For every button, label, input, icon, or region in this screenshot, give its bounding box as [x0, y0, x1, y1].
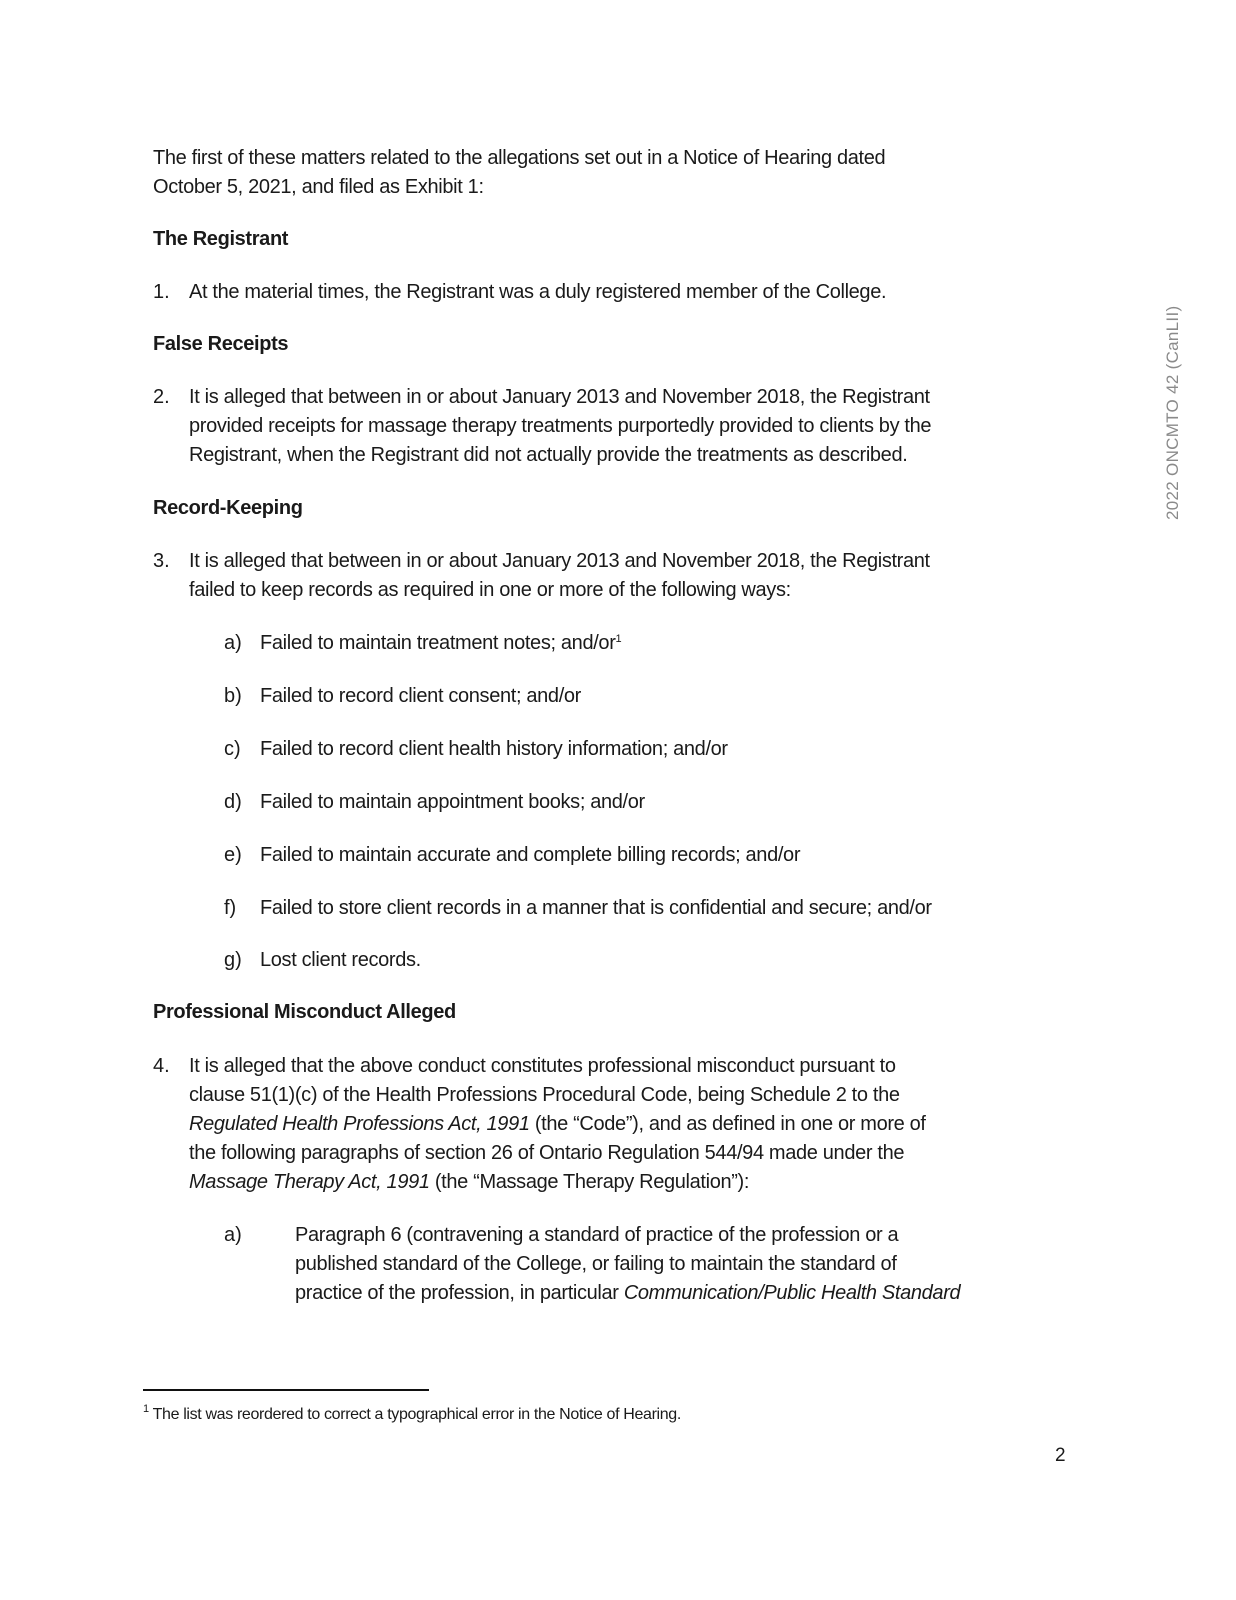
- subitem-a-text: [260, 629, 621, 658]
- subitem-g-label: g): [224, 949, 242, 971]
- subitem-a-body: Failed to maintain treatment notes; and/or: [260, 632, 616, 654]
- item-3-number: 3.: [153, 550, 170, 572]
- item-2-line-3: Registrant, when the Registrant did not actually provide the treatments as described.: [189, 444, 908, 466]
- citation-watermark: 2022 ONCMTO 42 (CanLII): [1163, 305, 1182, 520]
- item-4-number: 4.: [153, 1055, 170, 1077]
- rhpa-act-title: Regulated Health Professions Act, 1991: [189, 1113, 530, 1135]
- subitem-f-text: Failed to store client records in a manner that is confidential and secure; and/or: [260, 897, 932, 919]
- item-2-number: 2.: [153, 386, 170, 408]
- subitem-4a-line-2: published standard of the College, or failing to maintain the standard of: [295, 1253, 897, 1275]
- subitem-4a-line-3: [295, 1279, 960, 1308]
- item-3-line-2: failed to keep records as required in one or more of the following ways:: [189, 579, 791, 601]
- item-4-line-3: [189, 1110, 926, 1139]
- item-4-line-4: the following paragraphs of section 26 of Ontario Regulation 544/94 made under the: [189, 1142, 905, 1164]
- item-4-line-5: [189, 1168, 749, 1197]
- item-3-line-1: It is alleged that between in or about January 2013 and November 2018, the Registrant: [189, 550, 930, 572]
- subitem-f-label: f): [224, 897, 237, 919]
- massage-therapy-act-title: Massage Therapy Act, 1991: [189, 1171, 430, 1193]
- footnote-ref-1[interactable]: 1: [615, 633, 622, 645]
- item-2-line-1: It is alleged that between in or about January 2013 and November 2018, the Registrant: [189, 386, 930, 408]
- subitem-4a-line-3-plain: practice of the profession, in particular: [295, 1282, 624, 1304]
- heading-record-keeping: Record-Keeping: [153, 497, 303, 519]
- item-1-text: At the material times, the Registrant was a duly registered member of the College.: [189, 281, 887, 303]
- heading-false-receipts: False Receipts: [153, 333, 289, 355]
- footnote-separator: [143, 1389, 429, 1391]
- subitem-d-label: d): [224, 791, 242, 813]
- item-4-line-1: It is alleged that the above conduct constitutes professional misconduct pursuant to: [189, 1055, 896, 1077]
- item-4-line-5-rest: (the “Massage Therapy Regulation”):: [429, 1171, 750, 1193]
- item-2-line-2: provided receipts for massage therapy treatments purportedly provided to clients by the: [189, 415, 932, 437]
- footnote-1-number: 1: [143, 1403, 149, 1415]
- subitem-4a-label: a): [224, 1224, 242, 1246]
- subitem-b-text: Failed to record client consent; and/or: [260, 685, 581, 707]
- subitem-e-label: e): [224, 844, 242, 866]
- item-4-line-2: clause 51(1)(c) of the Health Professions Procedural Code, being Schedule 2 to the: [189, 1084, 900, 1106]
- subitem-c-text: Failed to record client health history information; and/or: [260, 738, 728, 760]
- subitem-4a-line-1: Paragraph 6 (contravening a standard of practice of the profession or a: [295, 1224, 899, 1246]
- footnote-1-text: The list was reordered to correct a typographical error in the Notice of Hearing.: [152, 1406, 681, 1423]
- subitem-g-text: Lost client records.: [260, 949, 421, 971]
- footnote-1: [143, 1404, 681, 1426]
- subitem-b-label: b): [224, 685, 242, 707]
- subitem-e-text: Failed to maintain accurate and complete billing records; and/or: [260, 844, 801, 866]
- heading-the-registrant: The Registrant: [153, 228, 289, 250]
- page-number: 2: [1055, 1445, 1066, 1466]
- subitem-a-label: a): [224, 632, 242, 654]
- standard-title: Communication/Public Health Standard: [623, 1282, 961, 1304]
- intro-line-1: The first of these matters related to the allegations set out in a Notice of Hearing dated: [153, 147, 886, 169]
- subitem-c-label: c): [224, 738, 241, 760]
- heading-professional-misconduct: Professional Misconduct Alleged: [153, 1001, 456, 1023]
- subitem-d-text: Failed to maintain appointment books; and/or: [260, 791, 645, 813]
- intro-line-2: October 5, 2021, and filed as Exhibit 1:: [153, 176, 484, 198]
- item-4-line-3-rest: (the “Code”), and as defined in one or more of: [529, 1113, 926, 1135]
- item-1-number: 1.: [153, 281, 170, 303]
